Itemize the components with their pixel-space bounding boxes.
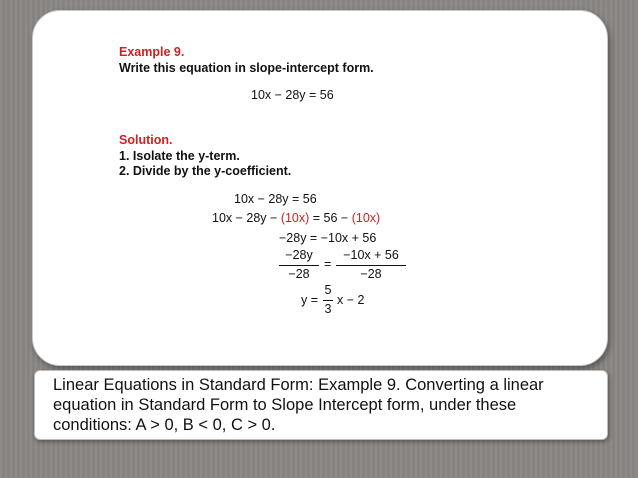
fraction-right-numerator: −10x + 56 xyxy=(343,248,399,262)
fraction-left-bar xyxy=(279,265,319,266)
given-equation: 10x − 28y = 56 xyxy=(251,88,334,102)
work-line-2 xyxy=(212,211,380,225)
slide-card xyxy=(32,10,608,366)
fraction-right-bar xyxy=(336,265,406,266)
work-line-2-subtracted-term-right: (10x) xyxy=(351,211,381,225)
result-slope-bar xyxy=(323,300,333,301)
result-slope-numerator: 5 xyxy=(324,283,332,297)
work-line-3: −28y = −10x + 56 xyxy=(279,231,377,245)
work-line-2-mid: = 56 − xyxy=(309,211,352,225)
work-line-2-subtracted-term: (10x) xyxy=(280,211,310,225)
fraction-equals: = xyxy=(324,257,332,271)
work-line-1: 10x − 28y = 56 xyxy=(234,192,317,206)
fraction-left-numerator: −28y xyxy=(285,248,313,262)
example-title: Example 9. xyxy=(119,45,185,59)
work-line-2-left: 10x − 28y − xyxy=(212,211,281,225)
solution-step-2: 2. Divide by the y-coefficient. xyxy=(119,164,292,178)
solution-step-1: 1. Isolate the y-term. xyxy=(119,149,240,163)
caption-text: Linear Equations in Standard Form: Example 9. Converting a linear equation in Standard Form to Slope Intercept form, under these conditions: A > 0, B < 0, C > 0. xyxy=(53,376,544,434)
result-right: x − 2 xyxy=(337,293,365,307)
result-slope-denominator: 3 xyxy=(324,302,332,316)
example-instruction: Write this equation in slope-intercept form. xyxy=(119,61,374,75)
fraction-left-denominator: −28 xyxy=(288,267,310,281)
solution-title: Solution. xyxy=(119,133,173,147)
result-left: y = xyxy=(301,293,319,307)
caption-box xyxy=(34,370,608,440)
fraction-right-denominator: −28 xyxy=(360,267,382,281)
